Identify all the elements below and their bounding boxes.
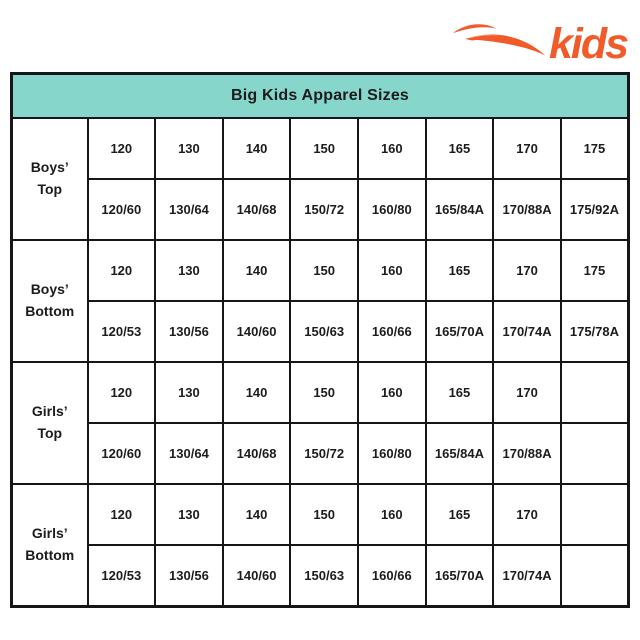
size-cell: 150: [290, 484, 358, 545]
table-title: Big Kids Apparel Sizes: [12, 74, 629, 119]
code-cell: 120/53: [88, 301, 156, 362]
size-cell: 120: [88, 484, 156, 545]
size-cell: 130: [155, 118, 223, 179]
size-cell: 140: [223, 484, 291, 545]
size-cell: 120: [88, 240, 156, 301]
code-cell: 150/72: [290, 179, 358, 240]
code-cell: 130/64: [155, 179, 223, 240]
table-row: [12, 423, 629, 484]
code-cell: 160/80: [358, 423, 426, 484]
size-cell: 165: [426, 362, 494, 423]
brand-logo: [451, 19, 627, 68]
code-cell: 175/78A: [561, 301, 629, 362]
code-cell: 165/70A: [426, 301, 494, 362]
code-cell: 160/80: [358, 179, 426, 240]
row-group-label-girls-bottom: Girls’ Bottom: [12, 484, 88, 607]
size-cell: 150: [290, 362, 358, 423]
size-cell: 150: [290, 118, 358, 179]
size-cell: 175: [561, 240, 629, 301]
size-cell: 150: [290, 240, 358, 301]
anta-swoosh-icon: [451, 20, 547, 60]
code-cell: 150/72: [290, 423, 358, 484]
code-cell: [561, 545, 629, 607]
size-cell: 140: [223, 240, 291, 301]
size-cell: [561, 484, 629, 545]
code-cell: 170/88A: [493, 423, 561, 484]
code-cell: 160/66: [358, 301, 426, 362]
table-row: [12, 545, 629, 607]
size-cell: 170: [493, 362, 561, 423]
size-cell: 160: [358, 484, 426, 545]
code-cell: 120/60: [88, 423, 156, 484]
size-cell: 165: [426, 240, 494, 301]
code-cell: 165/84A: [426, 179, 494, 240]
code-cell: 165/84A: [426, 423, 494, 484]
size-cell: 120: [88, 362, 156, 423]
code-cell: 120/53: [88, 545, 156, 607]
size-chart-table: [10, 72, 630, 608]
table-title-row: [12, 74, 629, 119]
size-cell: 170: [493, 118, 561, 179]
code-cell: 140/68: [223, 423, 291, 484]
size-cell: 130: [155, 484, 223, 545]
code-cell: 140/60: [223, 545, 291, 607]
table-row: [12, 118, 629, 179]
size-cell: 140: [223, 118, 291, 179]
code-cell: 170/88A: [493, 179, 561, 240]
size-cell: 170: [493, 240, 561, 301]
size-cell: 130: [155, 362, 223, 423]
brand-text: kids: [548, 19, 627, 68]
code-cell: 150/63: [290, 545, 358, 607]
code-cell: 170/74A: [493, 545, 561, 607]
size-cell: [561, 362, 629, 423]
code-cell: 130/56: [155, 301, 223, 362]
size-cell: 130: [155, 240, 223, 301]
table-row: [12, 179, 629, 240]
size-cell: 175: [561, 118, 629, 179]
code-cell: 130/56: [155, 545, 223, 607]
code-cell: 140/68: [223, 179, 291, 240]
code-cell: 160/66: [358, 545, 426, 607]
size-cell: 165: [426, 484, 494, 545]
size-cell: 160: [358, 240, 426, 301]
code-cell: 175/92A: [561, 179, 629, 240]
code-cell: 150/63: [290, 301, 358, 362]
code-cell: [561, 423, 629, 484]
code-cell: 140/60: [223, 301, 291, 362]
code-cell: 170/74A: [493, 301, 561, 362]
row-group-label-boys-top: Boys’ Top: [12, 118, 88, 240]
table-row: [12, 301, 629, 362]
size-cell: 170: [493, 484, 561, 545]
table-row: [12, 484, 629, 545]
size-cell: 165: [426, 118, 494, 179]
table-row: [12, 240, 629, 301]
code-cell: 120/60: [88, 179, 156, 240]
size-cell: 160: [358, 362, 426, 423]
row-group-label-girls-top: Girls’ Top: [12, 362, 88, 484]
table-row: [12, 362, 629, 423]
code-cell: 130/64: [155, 423, 223, 484]
row-group-label-boys-bottom: Boys’ Bottom: [12, 240, 88, 362]
size-cell: 160: [358, 118, 426, 179]
code-cell: 165/70A: [426, 545, 494, 607]
size-cell: 120: [88, 118, 156, 179]
size-cell: 140: [223, 362, 291, 423]
